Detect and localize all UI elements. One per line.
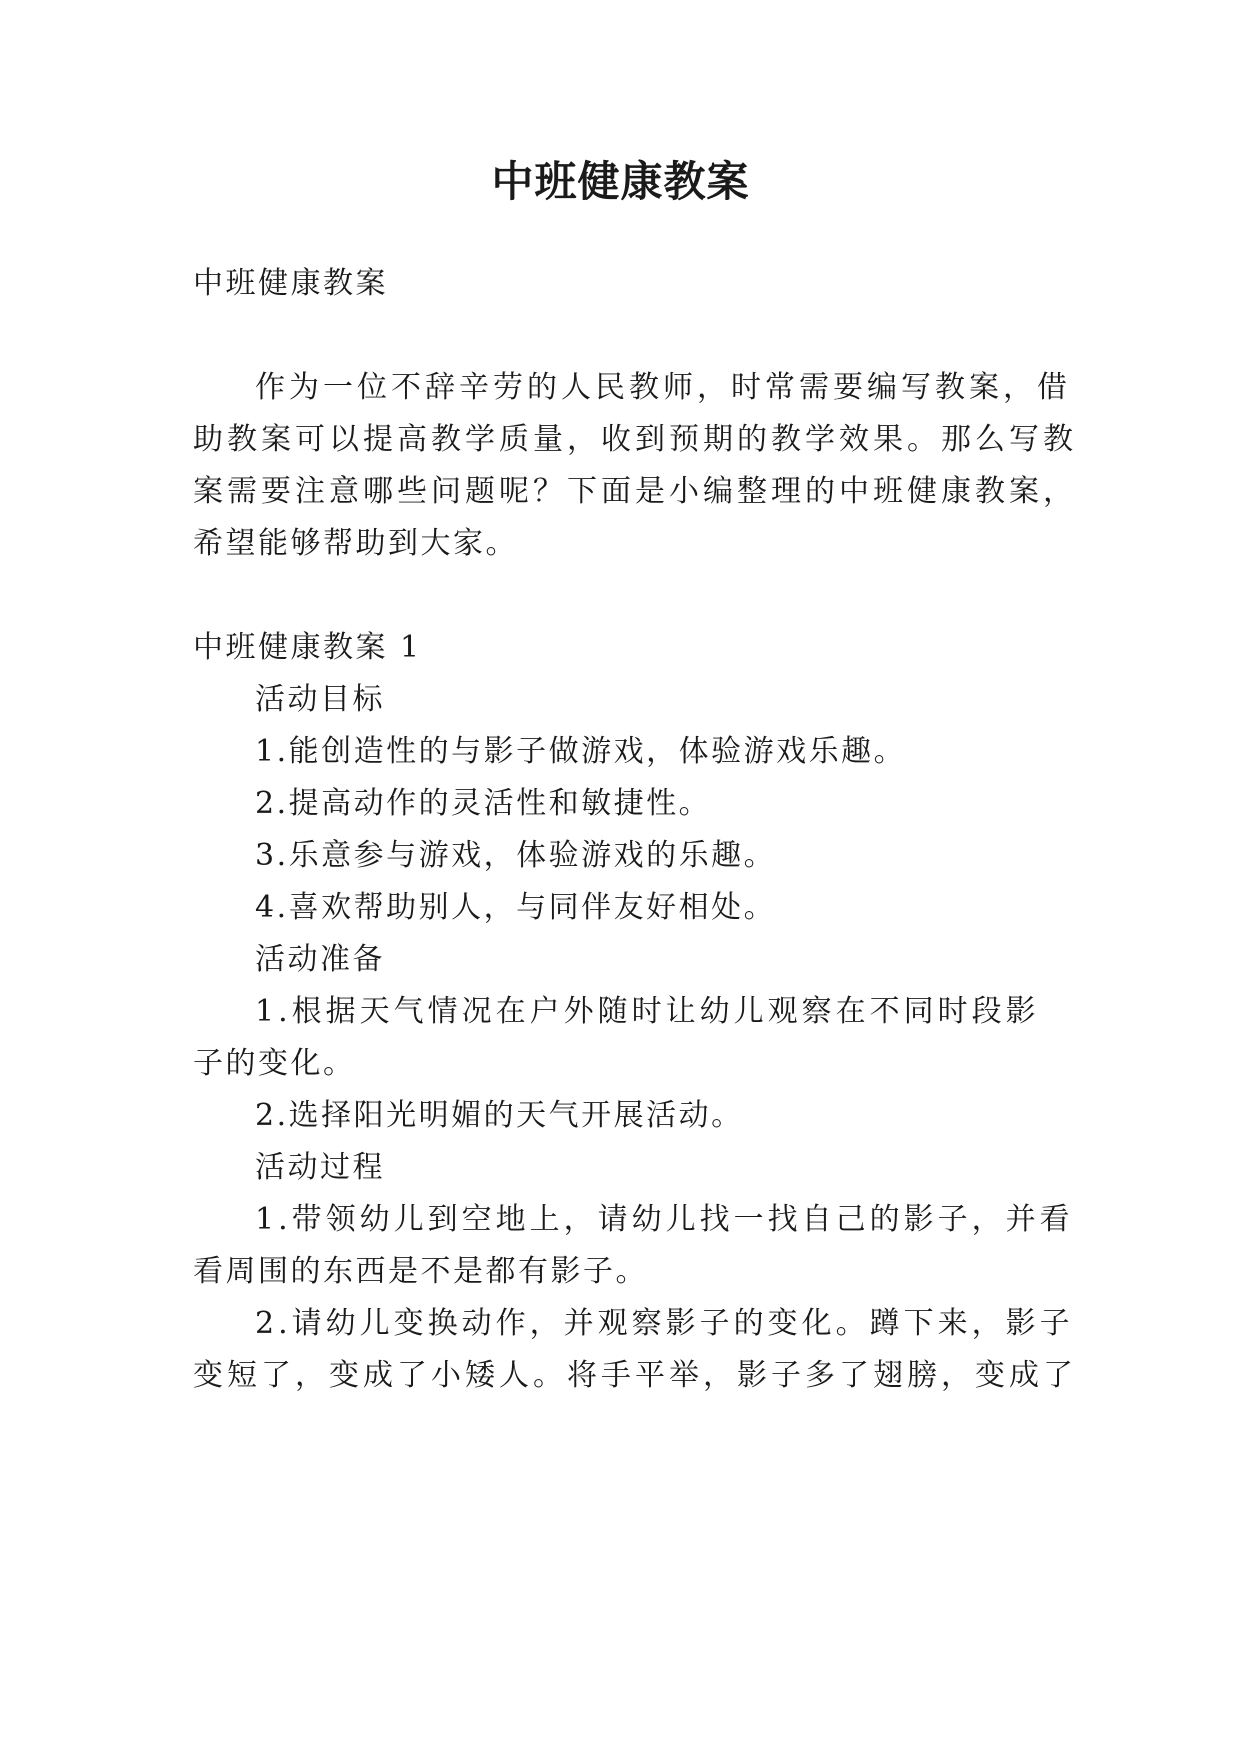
process-line: 2.请幼儿变换动作，并观察影子的变化。蹲下来，影子 <box>255 1306 1074 1341</box>
process-heading: 活动过程 <box>255 1150 385 1185</box>
goal-item: 3.乐意参与游戏，体验游戏的乐趣。 <box>255 838 777 873</box>
goal-item: 1.能创造性的与影子做游戏，体验游戏乐趣。 <box>255 734 907 769</box>
goal-item: 2.提高动作的灵活性和敏捷性。 <box>255 786 712 821</box>
prep-line: 1.根据天气情况在户外随时让幼儿观察在不同时段影 <box>255 994 1040 1029</box>
intro-line-3: 案需要注意哪些问题呢？下面是小编整理的中班健康教案， <box>193 474 1077 509</box>
page-title: 中班健康教案 <box>491 157 750 206</box>
prep-line: 子的变化。 <box>193 1046 356 1081</box>
document-subtitle: 中班健康教案 <box>193 266 388 301</box>
process-line: 变短了，变成了小矮人。将手平举，影子多了翅膀，变成了 <box>193 1358 1077 1393</box>
prep-heading: 活动准备 <box>255 942 385 977</box>
prep-line: 2.选择阳光明媚的天气开展活动。 <box>255 1098 744 1133</box>
process-line: 1.带领幼儿到空地上，请幼儿找一找自己的影子，并看 <box>255 1202 1074 1237</box>
process-line: 看周围的东西是不是都有影子。 <box>193 1254 648 1289</box>
intro-line-4: 希望能够帮助到大家。 <box>193 526 518 561</box>
intro-line-2: 助教案可以提高教学质量，收到预期的教学效果。那么写教 <box>193 422 1077 457</box>
goals-heading: 活动目标 <box>255 682 385 717</box>
goal-item: 4.喜欢帮助别人，与同伴友好相处。 <box>255 890 777 925</box>
section-title: 中班健康教案 1 <box>193 630 422 665</box>
intro-line-1: 作为一位不辞辛劳的人民教师，时常需要编写教案，借 <box>255 370 1071 405</box>
